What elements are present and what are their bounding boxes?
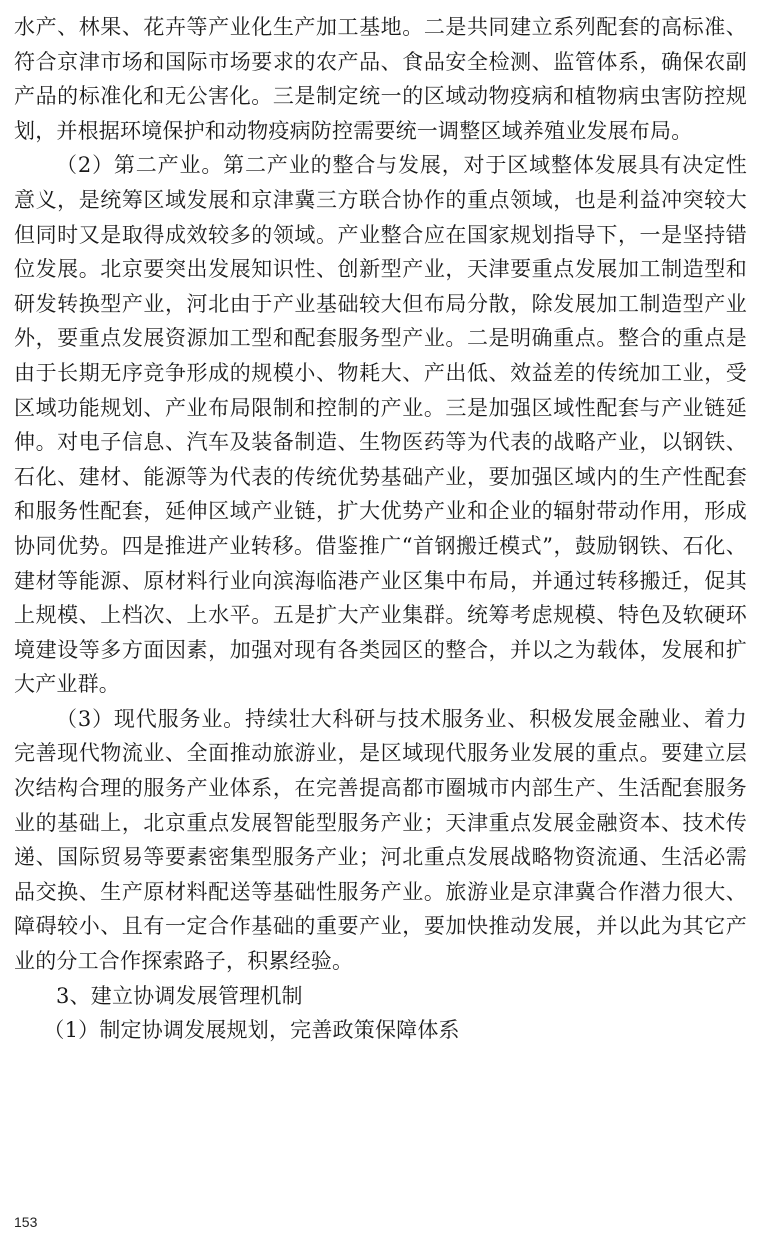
section-heading: 3、建立协调发展管理机制 [56,983,303,1008]
subsection-heading: （1）制定协调发展规划，完善政策保障体系 [43,1018,460,1043]
paragraph-modern-services: （3）现代服务业。持续壮大科研与技术服务业、积极发展金融业、着力完善现代物流业、全面推动旅游业，是区域现代服务业发展的重点。要建立层次结构合理的服务产业体系，在完善提高都市圈城市内部生产、生活配套服务业的基础上，北京重点发展智能型服务产业；天津重点发展金融资本、技术传递、国际贸易等要素密集型服务产业；河北重点发展战略物资流通、生活必需品交换、生产原材料配送等基础性服务产业。旅游业是京津冀合作潜力很大、障碍较小、且有一定合作基础的重要产业，要加快推动发展，并以此为其它产业的分工合作探索路子，积累经验。 [14,706,747,974]
page-number: 153 [14,1214,38,1230]
paragraph-secondary-industry: （2）第二产业。第二产业的整合与发展，对于区域整体发展具有决定性意义，是统筹区域发展和京津冀三方联合协作的重点领域，也是利益冲突较大但同时又是取得成效较多的领域。产业整合应在国家规划指导下，一是坚持错位发展。北京要突出发展知识性、创新型产业，天津要重点发展加工制造型和研发转换型产业，河北由于产业基础较大但布局分散，除发展加工制造型产业外，要重点发展资源加工型和配套服务型产业。二是明确重点。整合的重点是由于长期无序竞争形成的规模小、物耗大、产出低、效益差的传统加工业，受区域功能规划、产业布局限制和控制的产业。三是加强区域性配套与产业链延伸。对电子信息、汽车及装备制造、生物医药等为代表的战略产业，以钢铁、石化、建材、能源等为代表的传统优势基础产业，要加强区域内的生产性配套和服务性配套，延伸区域产业链，扩大优势产业和企业的辐射带动作用，形成协同优势。四是推进产业转移。借鉴推广“首钢搬迁模式”，鼓励钢铁、石化、建材等能源、原材料行业向滨海临港产业区集中布局，并通过转移搬迁，促其上规模、上档次、上水平。五是扩大产业集群。统筹考虑规模、特色及软硬环境建设等多方面因素，加强对现有各类园区的整合，并以之为载体，发展和扩大产业群。 [14,153,747,697]
body-text [14,10,747,1048]
paragraph-agriculture-continued: 水产、林果、花卉等产业化生产加工基地。二是共同建立系列配套的高标准、符合京津市场和国际市场要求的农产品、食品安全检测、监管体系，确保农副产品的标准化和无公害化。三是制定统一的区域动物疫病和植物病虫害防控规划，并根据环境保护和动物疫病防控需要统一调整区域养殖业发展布局。 [14,15,747,143]
